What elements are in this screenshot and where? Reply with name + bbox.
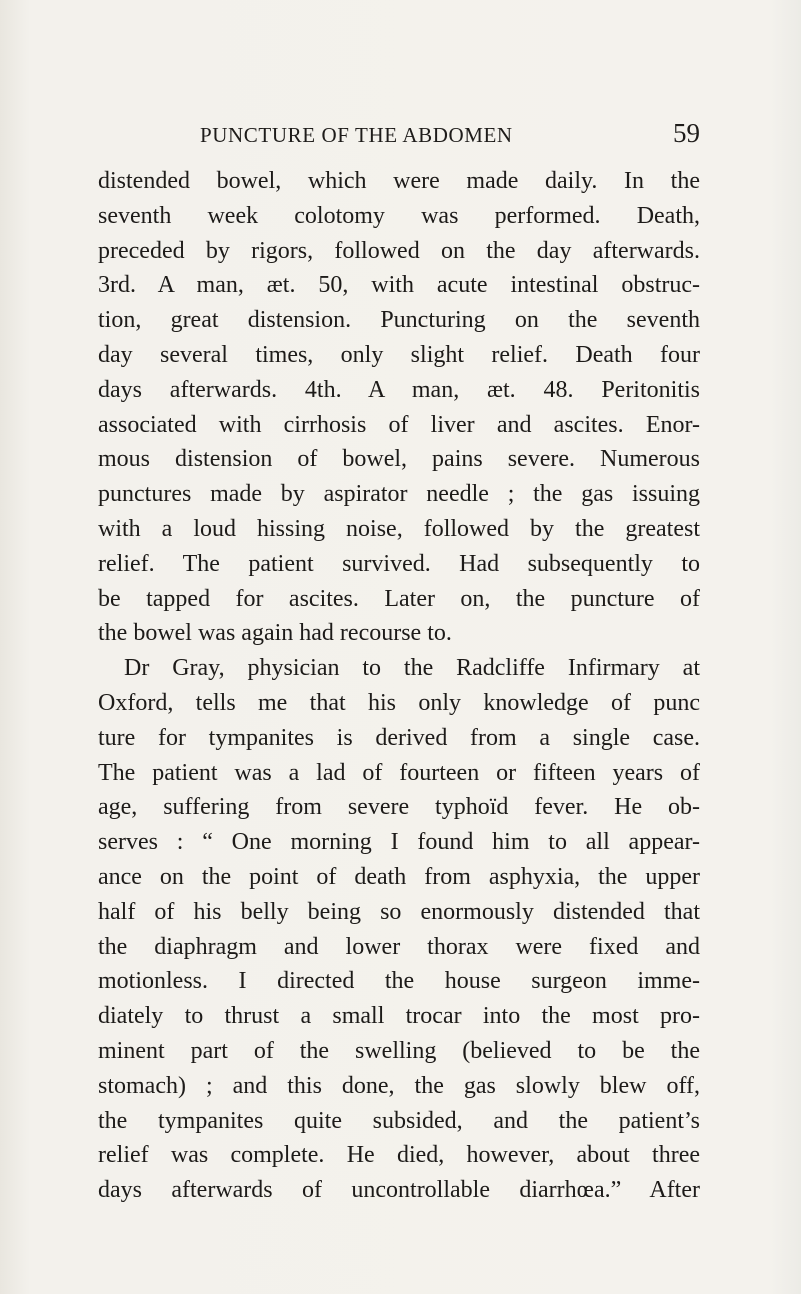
text-line: days afterwards of uncontrollable diarrhœa.” After: [98, 1177, 700, 1204]
text-line: be tapped for ascites. Later on, the puncture of: [98, 585, 700, 612]
text-line: the diaphragm and lower thorax were fixed and: [98, 933, 700, 960]
text-line: the bowel was again had recourse to.: [98, 620, 452, 647]
text-line: Oxford, tells me that his only knowledge of punc: [98, 689, 700, 716]
text-line: serves : “ One morning I found him to all appear-: [98, 829, 700, 856]
text-line: stomach) ; and this done, the gas slowly blew off,: [98, 1072, 700, 1099]
running-title: PUNCTURE OF THE ABDOMEN: [200, 123, 513, 147]
text-line: ture for tympanites is derived from a single case.: [98, 724, 700, 751]
text-line: ance on the point of death from asphyxia, the upper: [98, 863, 700, 890]
text-line: punctures made by aspirator needle ; the gas issuing: [98, 481, 700, 508]
text-line: days afterwards. 4th. A man, æt. 48. Peritonitis: [98, 376, 700, 403]
text-line: half of his belly being so enormously distended that: [98, 898, 700, 925]
page-header: [200, 118, 700, 154]
text-line: Dr Gray, physician to the Radcliffe Infirmary at: [124, 655, 700, 682]
text-line: day several times, only slight relief. Death four: [98, 341, 700, 368]
text-line: associated with cirrhosis of liver and ascites. Enor-: [98, 411, 700, 438]
text-line: distended bowel, which were made daily. In the: [98, 168, 700, 194]
text-line: seventh week colotomy was performed. Death,: [98, 202, 700, 229]
text-line: 3rd. A man, æt. 50, with acute intestinal obstruc-: [98, 272, 700, 299]
text-line: age, suffering from severe typhoïd fever. He ob-: [98, 794, 700, 821]
text-line: relief. The patient survived. Had subsequently to: [98, 550, 700, 577]
text-line: the tympanites quite subsided, and the patient’s: [98, 1107, 700, 1134]
text-line: preceded by rigors, followed on the day afterwards.: [98, 237, 700, 264]
text-line: mous distension of bowel, pains severe. Numerous: [98, 446, 700, 473]
text-line: diately to thrust a small trocar into the most pro-: [98, 1003, 700, 1030]
text-line: minent part of the swelling (believed to be the: [98, 1037, 700, 1064]
text-line: The patient was a lad of fourteen or fifteen years of: [98, 759, 700, 786]
text-line: tion, great distension. Puncturing on the seventh: [98, 307, 700, 334]
text-line: relief was complete. He died, however, about three: [98, 1142, 700, 1169]
page-number: 59: [673, 118, 700, 148]
body-text: [98, 164, 700, 1208]
text-line: with a loud hissing noise, followed by the greatest: [98, 515, 700, 542]
text-line: motionless. I directed the house surgeon imme-: [98, 968, 700, 995]
